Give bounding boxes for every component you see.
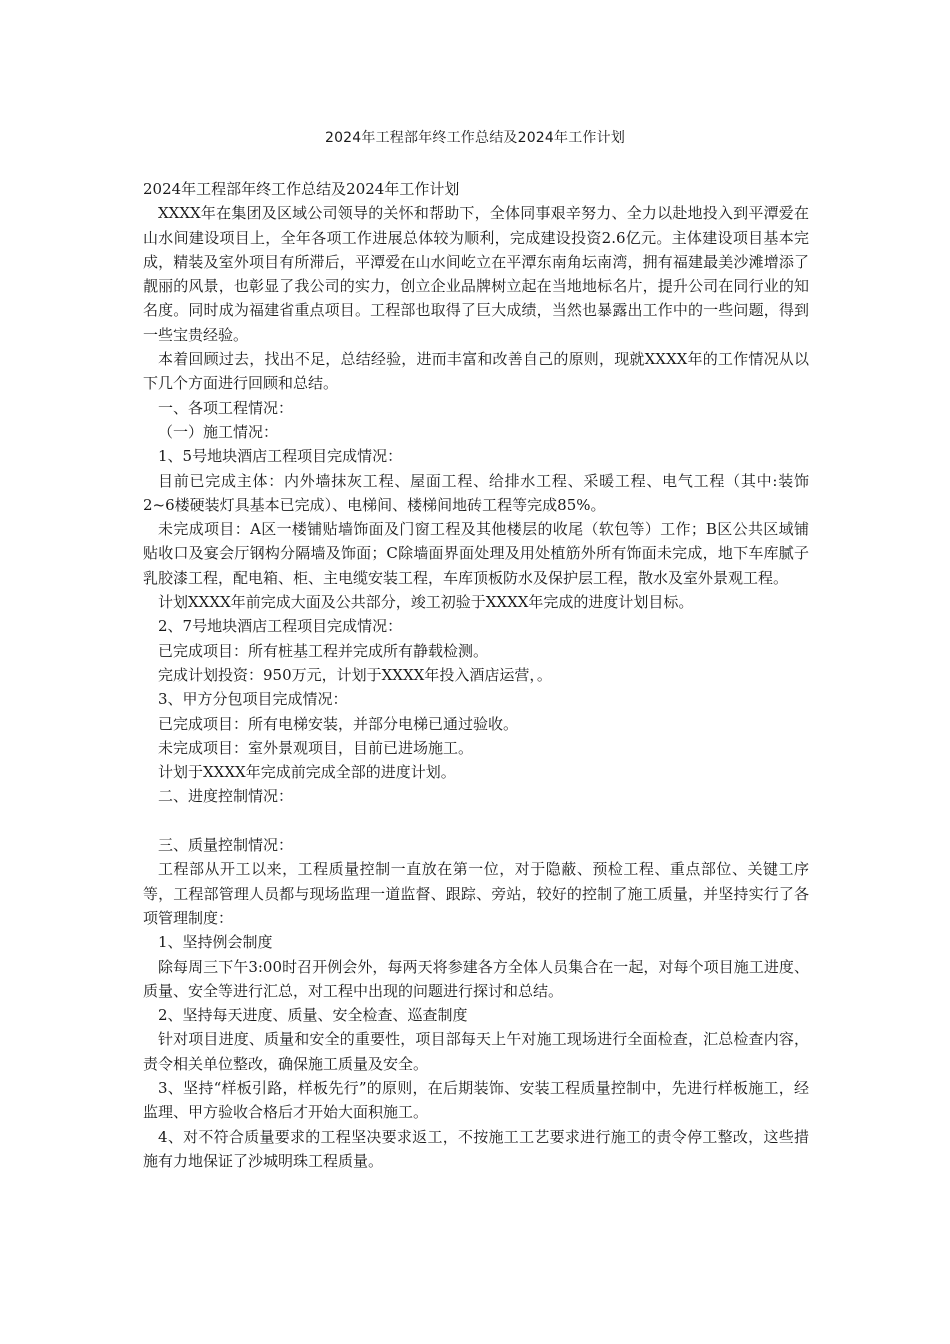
item-heading-plot5: 1、5号地块酒店工程项目完成情况： <box>158 447 403 466</box>
paragraph-rework: 4、对不符合质量要求的工程坚决要求返工，不按施工工艺要求进行施工的责令停工整改，这些措施有力地保证了沙城明珠工程质量。 <box>143 1127 809 1170</box>
item-heading-meetings: 1、坚持例会制度 <box>158 933 273 952</box>
paragraph-plot5-uncompleted: 未完成项目：A区一楼铺贴墙饰面及门窗工程及其他楼层的收尾（软包等）工作；B区公共区域铺贴收口及宴会厅钢构分隔墙及饰面；C除墙面界面处理及用处植筋外所有饰面未完成，地下车库腻子乳胶漆工程，配电箱、柜、主电缆安装工程，车库顶板防水及保护层工程，散水及室外景观工程。 <box>143 520 809 587</box>
paragraph-sample-first: 3、坚持“样板引路，样板先行”的原则，在后期装饰、安装工程质量控制中，先进行样板施工，经监理、甲方验收合格后才开始大面积施工。 <box>143 1078 809 1122</box>
item-heading-plot7: 2、7号地块酒店工程项目完成情况： <box>158 617 403 636</box>
paragraph-plot7-investment: 完成计划投资：950万元，计划于XXXX年投入酒店运营，。 <box>158 665 552 684</box>
paragraph-review: 本着回顾过去，找出不足，总结经验，进而丰富和改善自己的原则，现就XXXX年的工作情况从以下几个方面进行回顾和总结。 <box>143 350 809 393</box>
paragraph-plot7-completed: 已完成项目：所有桩基工程并完成所有静载检测。 <box>158 641 489 660</box>
paragraph-plot5-plan: 计划XXXX年前完成大面及公共部分，竣工初验于XXXX年完成的进度计划目标。 <box>158 593 694 612</box>
paragraph-plot5-completed: 目前已完成主体：内外墙抹灰工程、屋面工程、给排水工程、采暖工程、电气工程（其中:装饰2~6楼硬装灯具基本已完成）、电梯间、楼梯间地砖工程等完成85%。 <box>143 471 809 514</box>
section-heading-quality: 三、质量控制情况： <box>158 836 294 855</box>
paragraph-meetings: 除每周三下午3:00时召开例会外，每两天将参建各方全体人员集合在一起，对每个项目施工进度、质量、安全等进行汇总，对工程中出现的问题进行探讨和总结。 <box>143 957 809 1000</box>
section-heading-schedule: 二、进度控制情况： <box>158 787 294 806</box>
document-body <box>143 177 809 1173</box>
subsection-heading-construction: （一）施工情况： <box>158 422 279 441</box>
paragraph-subcontract-completed: 已完成项目：所有电梯安装，并部分电梯已通过验收。 <box>158 714 519 733</box>
paragraph-daily-inspection: 针对项目进度、质量和安全的重要性，项目部每天上午对施工现场进行全面检查，汇总检查内容，责令相关单位整改，确保施工质量及安全。 <box>143 1030 809 1073</box>
item-heading-daily-inspection: 2、坚持每天进度、质量、安全检查、巡查制度 <box>158 1006 468 1025</box>
blank-line <box>143 809 809 833</box>
body-heading: 2024年工程部年终工作总结及2024年工作计划 <box>143 180 460 198</box>
paragraph-subcontract-uncompleted: 未完成项目：室外景观项目，目前已进场施工。 <box>158 738 474 757</box>
document-title: 2024年工程部年终工作总结及2024年工作计划 <box>324 130 626 146</box>
section-heading-projects: 一、各项工程情况： <box>158 398 294 417</box>
item-heading-owner-subcontract: 3、甲方分包项目完成情况： <box>158 690 348 709</box>
paragraph-subcontract-plan: 计划于XXXX年完成前完成全部的进度计划。 <box>158 763 456 782</box>
paragraph-quality-intro: 工程部从开工以来，工程质量控制一直放在第一位，对于隐蔽、预检工程、重点部位、关键工序等，工程部管理人员都与现场监理一道监督、跟踪、旁站，较好的控制了施工质量，并坚持实行了各项管理制度： <box>143 860 809 927</box>
paragraph-intro: XXXX年在集团及区域公司领导的关怀和帮助下，全体同事艰辛努力、全力以赴地投入到平潭爱在山水间建设项目上，全年各项工作进展总体较为顺利，完成建设投资2.6亿元。主体建设项目基本完成，精装及室外项目有所滞后，平潭爱在山水间屹立在平潭东南角坛南湾，拥有福建最美沙滩增添了靓丽的风景，也彰显了我公司的实力，创立企业品牌树立起在当地地标名片，提升公司在同行业的知名度。同时成为福建省重点项目。工程部也取得了巨大成绩，当然也暴露出工作中的一些问题，得到一些宝贵经验。 <box>143 204 809 344</box>
